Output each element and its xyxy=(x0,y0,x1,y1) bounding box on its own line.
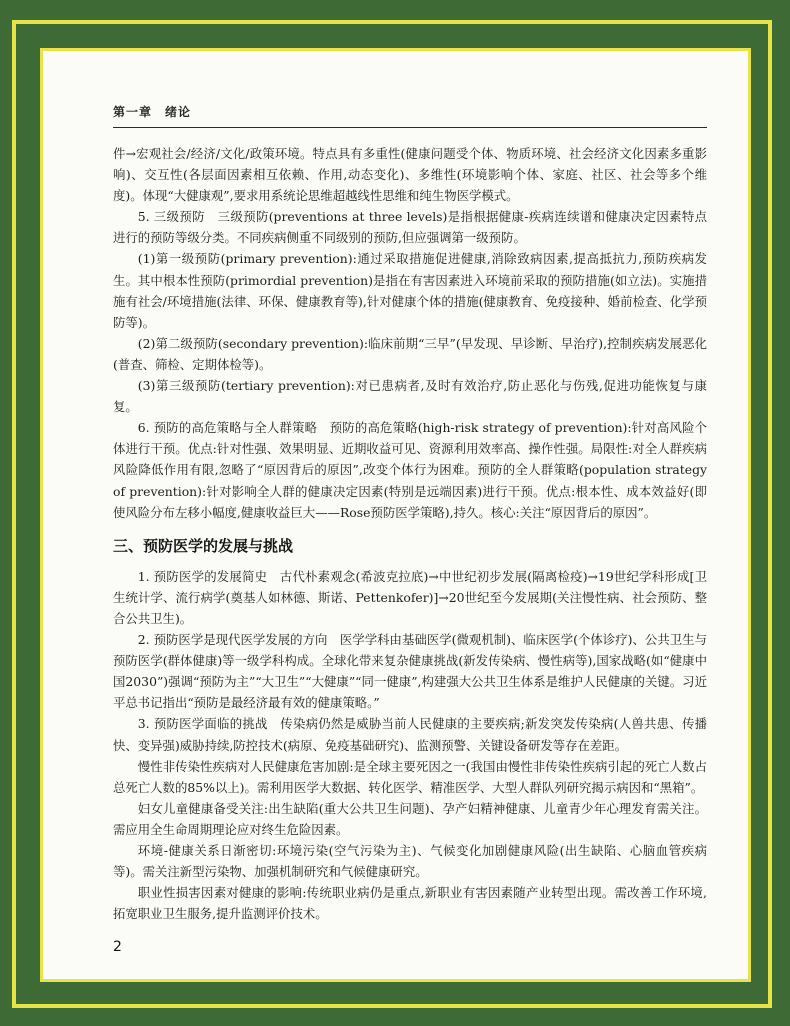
page-number: 2 xyxy=(113,939,122,955)
paragraph: (3)第三级预防(tertiary prevention):对已患病者,及时有效治疗,防止恶化与伤残,促进功能恢复与康复。 xyxy=(113,378,707,415)
paragraph: 6. 预防的高危策略与全人群策略 预防的高危策略(high-risk strategy of prevention):针对高风险个体进行干预。优点:针对性强、效果明显、近期收益可见、资源利用效率高、操作性强。局限性:对全人群疾病风险降低作用有限,忽略了“原因背后的原因”,改变个体行为困难。预防的全人群策略(population strategy of prevention):针对影响全人群的健康决定因素(特别是远端因素)进行干预。优点:根本性、成本效益好(即使风险分布左移小幅度,健康收益巨大——Rose预防医学策略),持久。核心:关注“原因背后的原因”。 xyxy=(113,420,707,520)
paragraph: 3. 预防医学面临的挑战 传染病仍然是威胁当前人民健康的主要疾病;新发突发传染病(人兽共患、传播快、变异强)威胁持续,防控技术(病原、免疫基础研究)、监测预警、关键设备研发等存在差距。 xyxy=(113,716,707,753)
book-page xyxy=(40,48,751,982)
page-body xyxy=(113,143,707,924)
paragraph: 1. 预防医学的发展简史 古代朴素观念(希波克拉底)→中世纪初步发展(隔离检疫)→19世纪学科形成[卫生统计学、流行病学(奠基人如林德、斯诺、Pettenkofer)]→20世纪至今发展期(关注慢性病、社会预防、整合公共卫生)。 xyxy=(113,568,707,626)
paragraph: (1)第一级预防(primary prevention):通过采取措施促进健康,消除致病因素,提高抵抗力,预防疾病发生。其中根本性预防(primordial prevention)是指在有害因素进入环境前采取的预防措施(如立法)。实施措施有社会/环境措施(法律、环保、健康教育等),针对健康个体的措施(健康教育、免疫接种、婚前检查、化学预防等)。 xyxy=(113,251,707,330)
paragraph: 环境-健康关系日渐密切:环境污染(空气污染为主)、气候变化加剧健康风险(出生缺陷、心脑血管疾病等)。需关注新型污染物、加强机制研究和气候健康研究。 xyxy=(113,843,707,880)
paragraph: (2)第二级预防(secondary prevention):临床前期“三早”(早发现、早诊断、早治疗),控制疾病发展恶化(普查、筛检、定期体检等)。 xyxy=(113,335,707,372)
paragraph: 2. 预防医学是现代医学发展的方向 医学学科由基础医学(微观机制)、临床医学(个体诊疗)、公共卫生与预防医学(群体健康)等一级学科构成。全球化带来复杂健康挑战(新发传染病、慢性病等),国家战略(如“健康中国2030”)强调“预防为主”“大卫生”“大健康”“同一健康”,构建强大公共卫生体系是维护人民健康的关键。习近平总书记指出“预防是最经济最有效的健康策略。” xyxy=(113,632,707,711)
paragraph: 妇女儿童健康备受关注:出生缺陷(重大公共卫生问题)、孕产妇精神健康、儿童青少年心理发育需关注。需应用全生命周期理论应对终生危险因素。 xyxy=(113,800,707,837)
section-heading: 三、预防医学的发展与挑战 xyxy=(113,536,294,555)
paragraph: 5. 三级预防 三级预防(preventions at three levels)是指根据健康-疾病连续谱和健康决定因素特点进行的预防等级分类。不同疾病侧重不同级别的预防,但应强调第一级预防。 xyxy=(113,209,707,246)
paragraph: 慢性非传染性疾病对人民健康危害加剧:是全球主要死因之一(我国由慢性非传染性疾病引起的死亡人数占总死亡人数的85%以上)。需利用医学大数据、转化医学、精准医学、大型人群队列研究揭示病因和“黑箱”。 xyxy=(113,758,707,795)
paragraph: 职业性损害因素对健康的影响:传统职业病仍是重点,新职业有害因素随产业转型出现。需改善工作环境,拓宽职业卫生服务,提升监测评价技术。 xyxy=(113,885,707,922)
header-rule xyxy=(113,127,707,128)
paragraph: 件→宏观社会/经济/文化/政策环境。特点具有多重性(健康问题受个体、物质环境、社会经济文化因素多重影响)、交互性(各层面因素相互依赖、作用,动态变化)、多维性(环境影响个体、家庭、社区、社会等多个维度)。体现“大健康观”,要求用系统论思维超越线性思维和纯生物医学模式。 xyxy=(113,146,707,204)
running-head: 第一章 绪论 xyxy=(113,105,192,119)
outer-frame xyxy=(12,20,772,1008)
